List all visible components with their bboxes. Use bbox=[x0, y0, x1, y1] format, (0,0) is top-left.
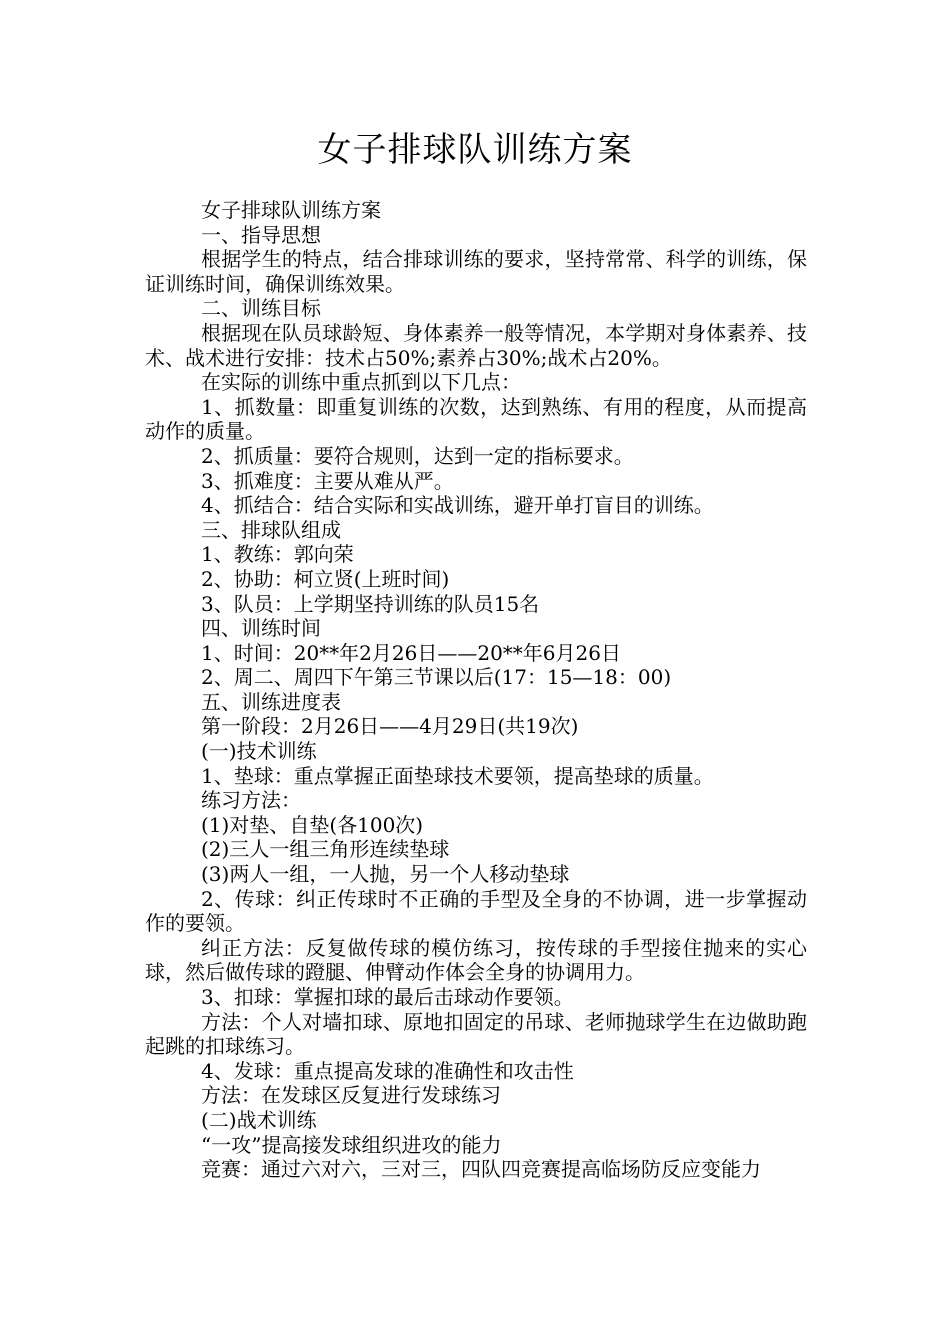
paragraph-line: 3、队员：上学期坚持训练的队员15名 bbox=[201, 591, 540, 616]
paragraph-line: 方法：在发球区反复进行发球练习 bbox=[201, 1083, 501, 1108]
paragraph-line: 2、传球：纠正传球时不正确的手型及全身的不协调，进一步掌握动作的要领。 bbox=[145, 886, 807, 936]
paragraph-line: 练习方法： bbox=[201, 788, 301, 813]
paragraph-line: (3)两人一组，一人抛，另一个人移动垫球 bbox=[201, 862, 570, 887]
paragraph-line: 三、排球队组成 bbox=[201, 517, 341, 542]
paragraph-line: 2、抓质量：要符合规则，达到一定的指标要求。 bbox=[201, 443, 634, 468]
paragraph-line: 在实际的训练中重点抓到以下几点： bbox=[201, 370, 521, 395]
paragraph-line: “一攻”提高接发球组织进攻的能力 bbox=[201, 1132, 502, 1157]
document-body bbox=[145, 198, 807, 1182]
paragraph-line: 1、时间：20**年2月26日——20**年6月26日 bbox=[201, 640, 621, 665]
paragraph-line: 二、训练目标 bbox=[201, 296, 321, 321]
paragraph-line: 1、垫球：重点掌握正面垫球技术要领，提高垫球的质量。 bbox=[201, 763, 714, 788]
paragraph-line: 3、抓难度：主要从难从严。 bbox=[201, 468, 454, 493]
paragraph-line: (2)三人一组三角形连续垫球 bbox=[201, 837, 450, 862]
paragraph-line: 根据现在队员球龄短、身体素养一般等情况，本学期对身体素养、技术、战术进行安排：技术占50%;素养占30%;战术占20%。 bbox=[145, 320, 807, 370]
paragraph-line: 根据学生的特点，结合排球训练的要求，坚持常常、科学的训练，保证训练时间，确保训练效果。 bbox=[145, 247, 807, 296]
paragraph-line: (二)战术训练 bbox=[201, 1107, 317, 1132]
paragraph-line: 一、指导思想 bbox=[201, 222, 321, 247]
paragraph-line: 竞赛：通过六对六，三对三，四队四竞赛提高临场防反应变能力 bbox=[201, 1157, 761, 1182]
paragraph-line: (1)对垫、自垫(各100次) bbox=[201, 812, 424, 837]
paragraph-line: 4、抓结合：结合实际和实战训练，避开单打盲目的训练。 bbox=[201, 493, 714, 518]
paragraph-line: 1、抓数量：即重复训练的次数，达到熟练、有用的程度，从而提高动作的质量。 bbox=[145, 394, 807, 444]
paragraph-line: 女子排球队训练方案 bbox=[201, 198, 381, 222]
paragraph-line: 1、教练：郭向荣 bbox=[201, 542, 354, 567]
paragraph-line: 第一阶段：2月26日——4月29日(共19次) bbox=[201, 714, 579, 739]
paragraph-line: 2、周二、周四下午第三节课以后(17：15—18：00) bbox=[201, 665, 672, 690]
document-title: 女子排球队训练方案 bbox=[317, 130, 633, 170]
paragraph-line: 纠正方法：反复做传球的模仿练习，按传球的手型接住抛来的实心球，然后做传球的蹬腿、伸臂动作体会全身的协调用力。 bbox=[145, 935, 807, 985]
paragraph-line: 3、扣球：掌握扣球的最后击球动作要领。 bbox=[201, 985, 574, 1009]
paragraph-line: 2、协助：柯立贤(上班时间) bbox=[201, 566, 450, 591]
paragraph-line: 五、训练进度表 bbox=[201, 689, 341, 714]
paragraph-line: 方法：个人对墙扣球、原地扣固定的吊球、老师抛球学生在边做助跑起跳的扣球练习。 bbox=[145, 1009, 807, 1059]
paragraph-line: 四、训练时间 bbox=[201, 616, 321, 641]
paragraph-line: (一)技术训练 bbox=[201, 739, 317, 764]
paragraph-line: 4、发球：重点提高发球的准确性和攻击性 bbox=[201, 1058, 574, 1083]
